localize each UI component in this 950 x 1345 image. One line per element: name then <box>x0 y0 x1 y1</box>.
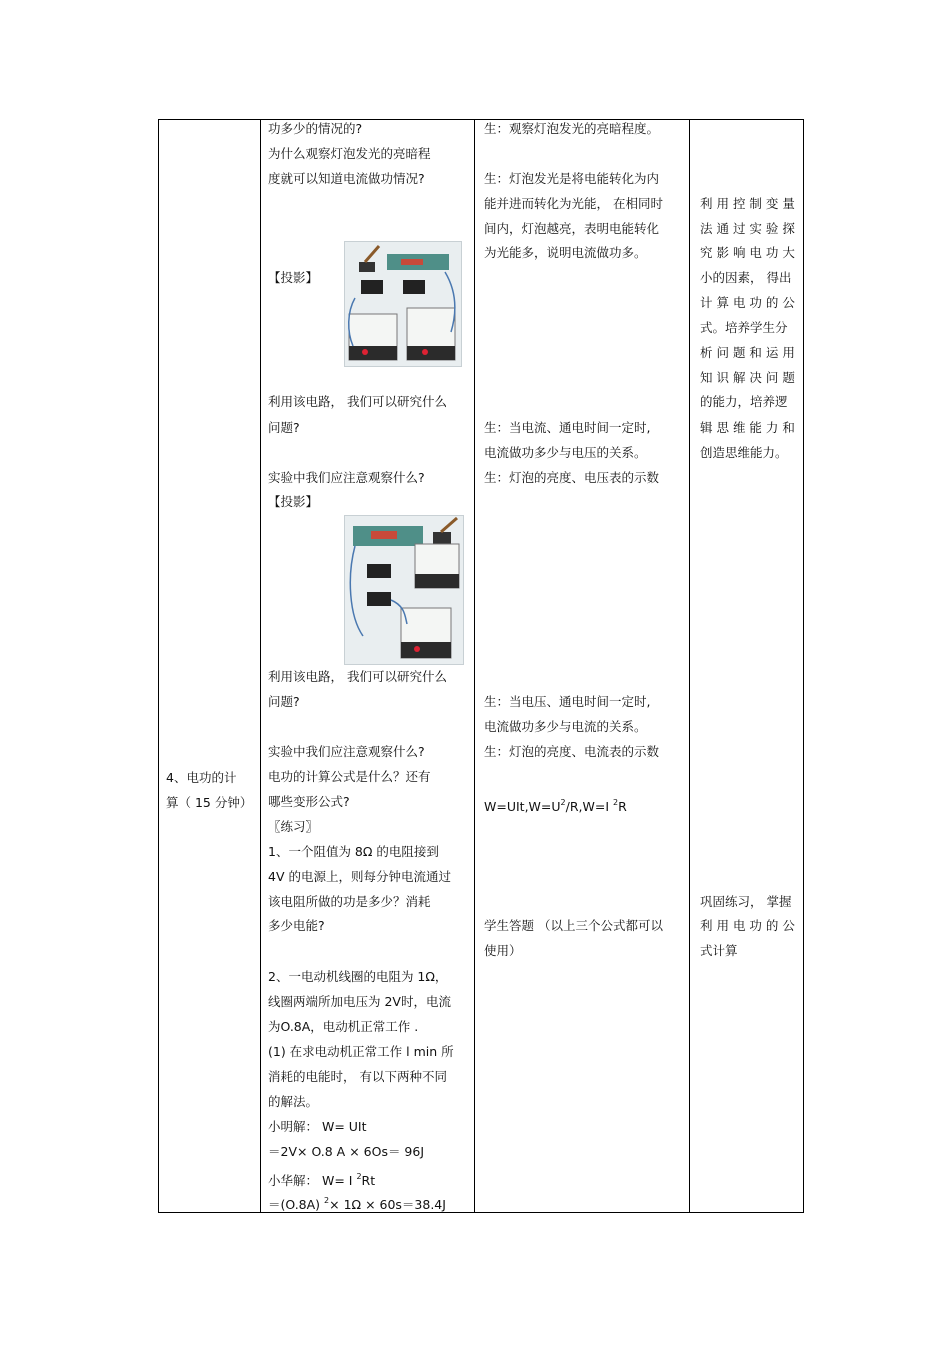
purpose-text: 小的因素， 得出 <box>700 270 792 285</box>
table-col-divider-3 <box>689 119 690 1213</box>
formula-part: 小华解： W= I <box>268 1173 357 1188</box>
student-text: 为光能多，说明电流做功多。 <box>484 245 647 260</box>
student-text: 生：观察灯泡发光的亮暗程度。 <box>484 121 660 136</box>
exercise-text: 该电阻所做的功是多少？消耗 <box>268 894 431 909</box>
purpose-text: 辑 思 维 能 力 和 <box>700 420 795 435</box>
table-border-top <box>158 119 804 120</box>
formula-superscript: 2 <box>356 1172 362 1181</box>
formula-superscript: 2 <box>613 798 619 807</box>
formula-superscript: 2 <box>560 798 566 807</box>
teacher-text: 实验中我们应注意观察什么? <box>268 470 425 485</box>
purpose-text: 究 影 响 电 功 大 <box>700 245 795 260</box>
exercise-text: (1) 在求电动机正常工作 l min 所 <box>268 1044 454 1059</box>
student-text: 生：灯泡的亮度、电流表的示数 <box>484 744 660 759</box>
circuit-diagram-icon <box>345 516 463 664</box>
student-text: 能并进而转化为光能， 在相同时 <box>484 196 663 211</box>
formula-part: /R,W=I <box>565 799 613 814</box>
exercise-text: 线圈两端所加电压为 2V时，电流 <box>268 994 451 1009</box>
table-border-bottom <box>158 1212 804 1213</box>
teacher-text: 利用该电路， 我们可以研究什么 <box>268 394 447 409</box>
exercise-text: 消耗的电能时， 有以下两种不同 <box>268 1069 447 1084</box>
formula-part: ＝(O.8A) <box>268 1197 325 1212</box>
student-text: 间内，灯泡越亮，表明电能转化 <box>484 221 660 236</box>
student-text: 电流做功多少与电流的关系。 <box>484 719 647 734</box>
teacher-text: 度就可以知道电流做功情况? <box>268 171 425 186</box>
exercise-text: 2、一电动机线圈的电阻为 1Ω， <box>268 969 448 984</box>
circuit-diagram-icon <box>345 242 461 366</box>
purpose-text: 的能力，培养逻 <box>700 394 788 409</box>
exercise-formula <box>268 1169 375 1189</box>
formula-superscript: 2 <box>324 1196 330 1205</box>
teacher-text: 功多少的情况的? <box>268 121 363 136</box>
formula-part: R <box>618 799 627 814</box>
purpose-text: 析 问 题 和 运 用 <box>700 345 795 360</box>
table-col-divider-2 <box>474 119 475 1213</box>
projection-label: 【投影】 <box>268 270 319 285</box>
student-text: 电流做功多少与电压的关系。 <box>484 445 647 460</box>
teacher-text: 利用该电路， 我们可以研究什么 <box>268 669 447 684</box>
student-text: 使用） <box>484 943 522 958</box>
purpose-text: 法 通 过 实 验 探 <box>700 221 795 236</box>
formula-answer <box>484 795 627 815</box>
exercise-text: 4V 的电源上，则每分钟电流通过 <box>268 869 451 884</box>
exercise-text: 1、一个阻值为 8Ω 的电阻接到 <box>268 844 439 859</box>
student-text: 生：当电流、通电时间一定时, <box>484 420 651 435</box>
teacher-text: 问题? <box>268 420 300 435</box>
circuit-photo-1 <box>344 241 462 367</box>
teacher-text: 问题? <box>268 694 300 709</box>
exercise-text: ＝2V× O.8 A × 6Os＝ 96J <box>268 1144 425 1159</box>
exercise-text: 多少电能? <box>268 918 325 933</box>
row-title-line-2: 算（ 15 分钟） <box>166 795 253 810</box>
purpose-text: 创造思维能力。 <box>700 445 788 460</box>
formula-part: × 1Ω × 60s＝38.4J <box>329 1197 446 1212</box>
exercise-text: 小明解： W= UIt <box>268 1119 367 1134</box>
exercise-heading: 〖练习〗 <box>268 819 319 834</box>
table-border-right <box>803 119 804 1213</box>
table-border-left <box>158 119 159 1213</box>
projection-label: 【投影】 <box>268 494 319 509</box>
student-text: 生：灯泡的亮度、电压表的示数 <box>484 470 660 485</box>
exercise-text: 为O.8A，电动机正常工作 . <box>268 1019 419 1034</box>
student-text: 生：当电压、通电时间一定时, <box>484 694 651 709</box>
student-text: 生：灯泡发光是将电能转化为内 <box>484 171 660 186</box>
teacher-text: 为什么观察灯泡发光的亮暗程 <box>268 146 431 161</box>
purpose-text: 式。培养学生分 <box>700 320 788 335</box>
purpose-text: 知 识 解 决 问 题 <box>700 370 795 385</box>
exercise-formula <box>268 1193 446 1213</box>
purpose-text: 巩固练习， 掌握 <box>700 894 792 909</box>
exercise-text: 的解法。 <box>268 1094 319 1109</box>
purpose-text: 式计算 <box>700 943 738 958</box>
student-text: 学生答题 （以上三个公式都可以 <box>484 918 663 933</box>
formula-part: W=UIt,W=U <box>484 799 561 814</box>
table-col-divider-1 <box>260 119 261 1213</box>
teacher-text: 实验中我们应注意观察什么? <box>268 744 425 759</box>
purpose-text: 计 算 电 功 的 公 <box>700 295 795 310</box>
purpose-text: 利 用 控 制 变 量 <box>700 196 795 211</box>
teacher-text: 电功的计算公式是什么？还有 <box>268 769 431 784</box>
teacher-text: 哪些变形公式? <box>268 794 350 809</box>
purpose-text: 利 用 电 功 的 公 <box>700 918 795 933</box>
formula-part: Rt <box>361 1173 376 1188</box>
row-title-line-1: 4、电功的计 <box>166 770 237 785</box>
circuit-photo-2 <box>344 515 464 665</box>
